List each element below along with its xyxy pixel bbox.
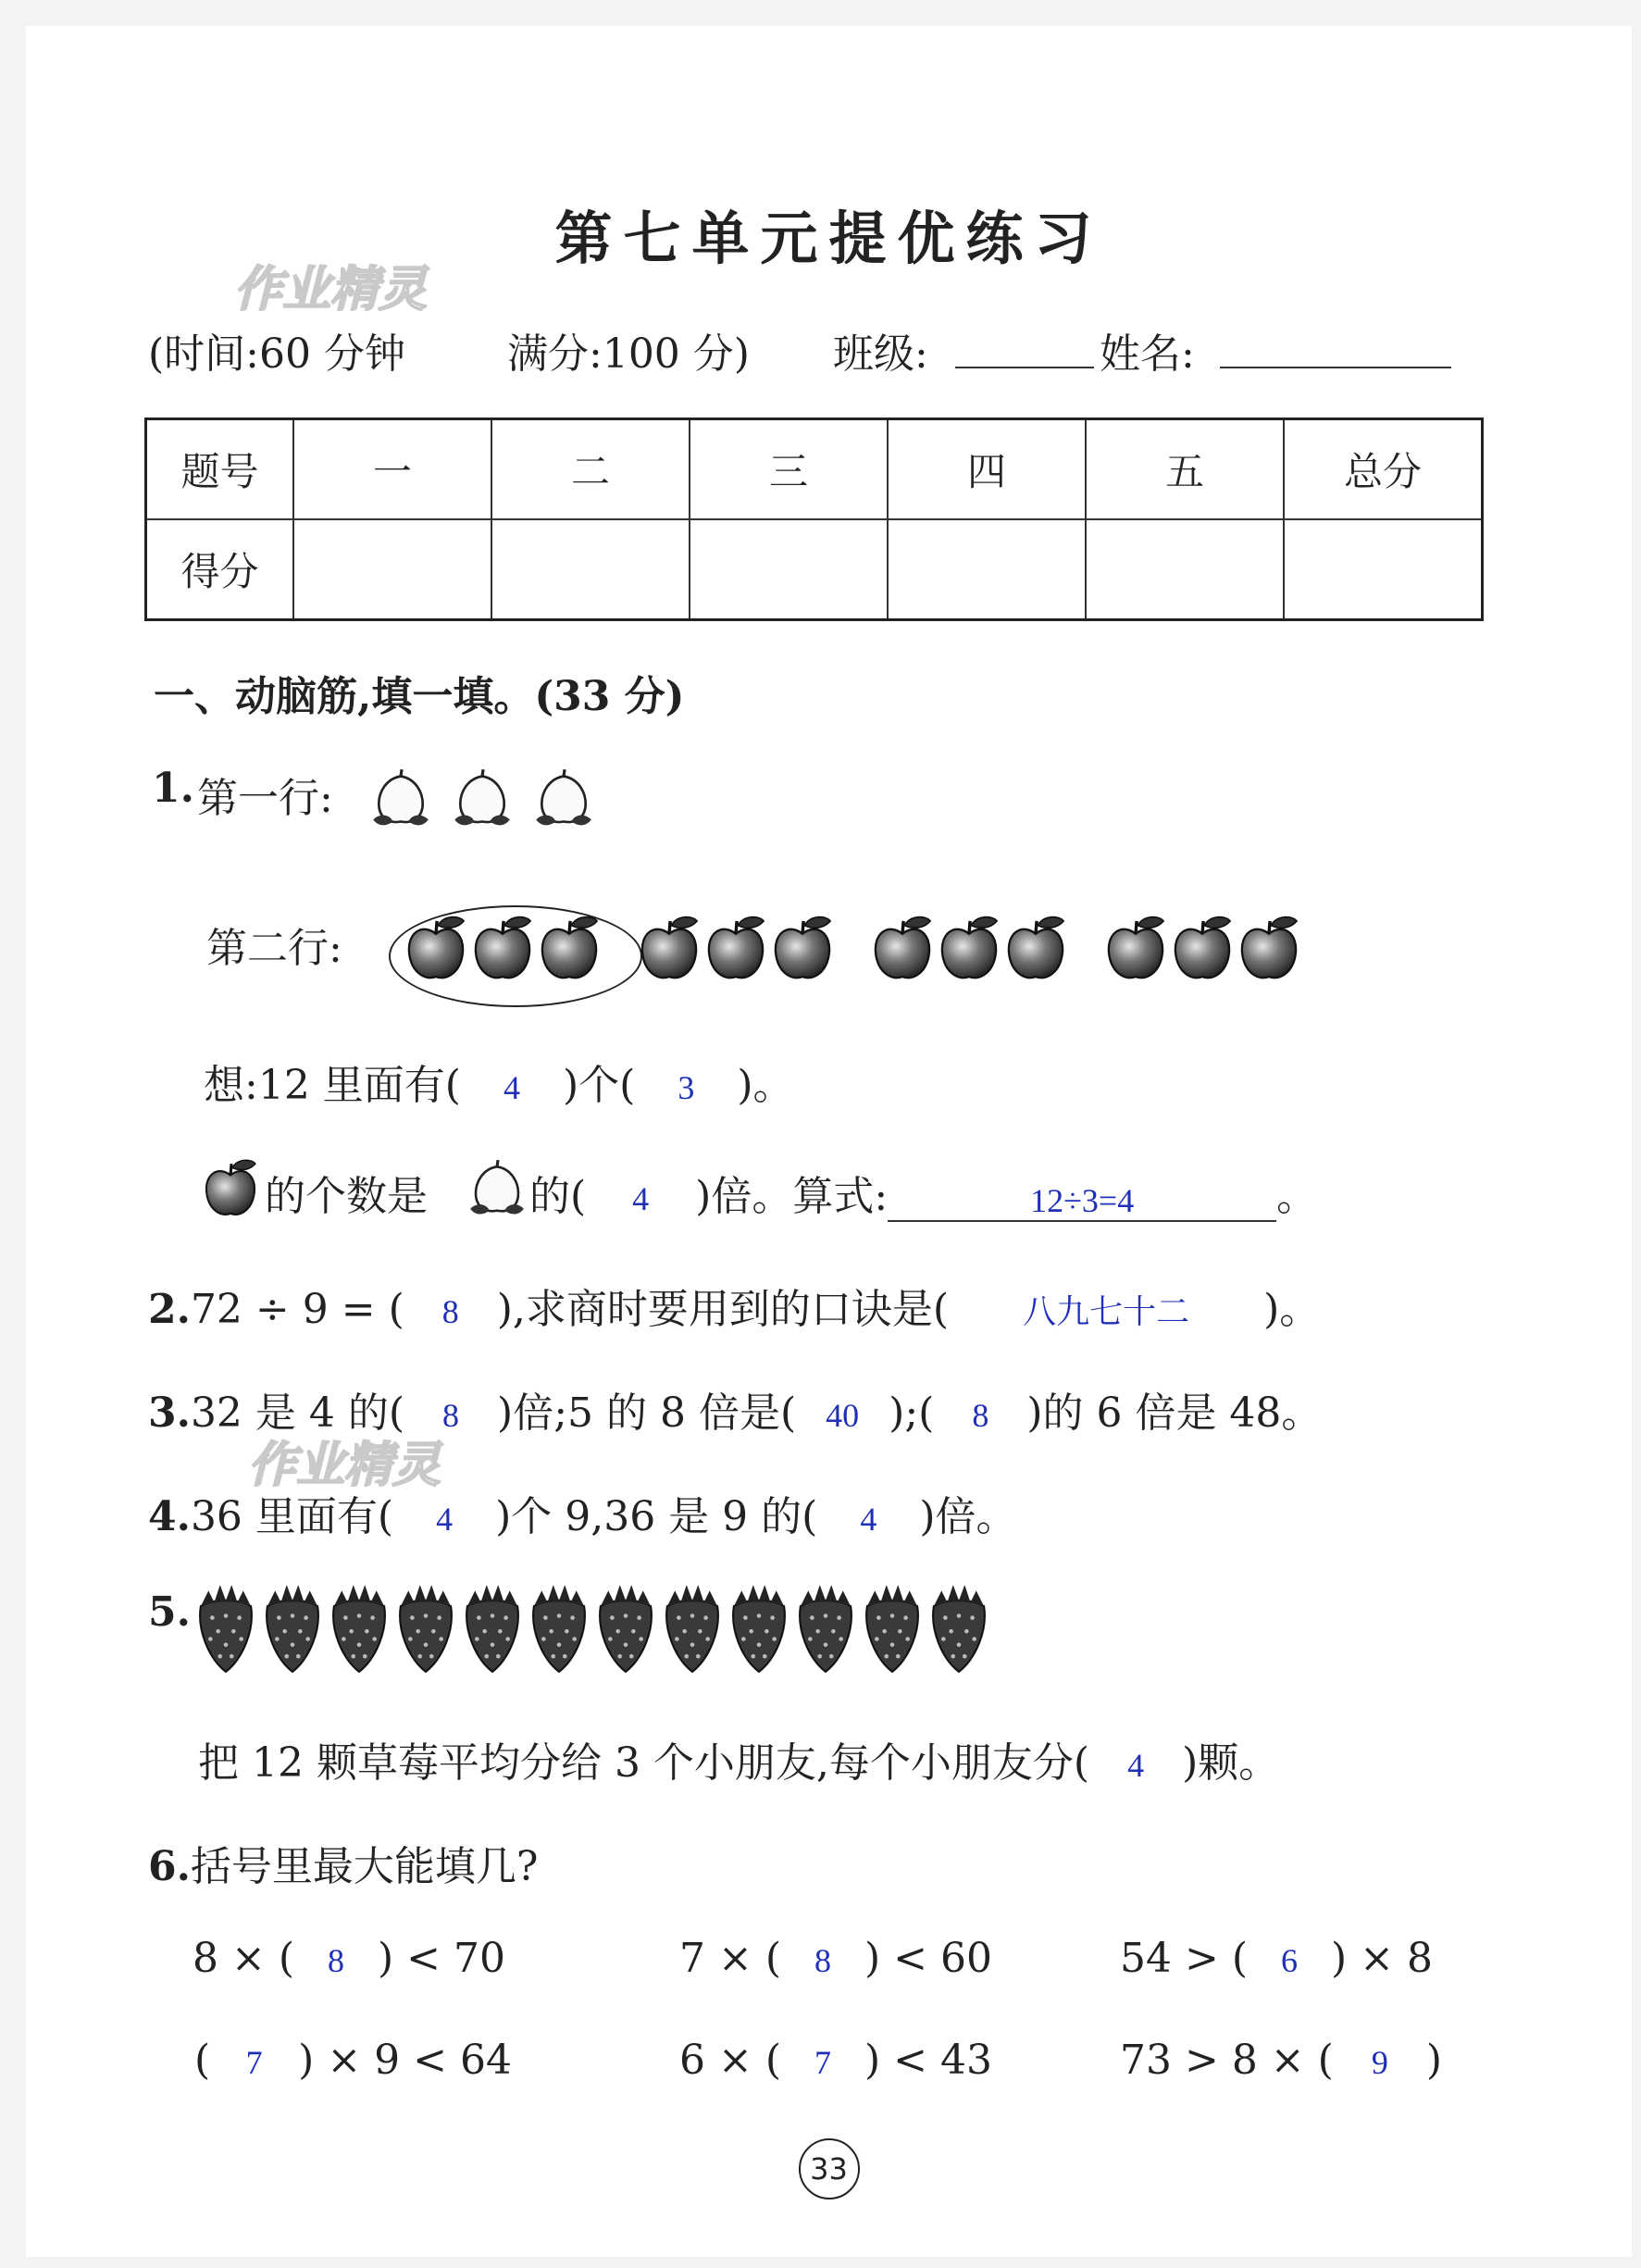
eq-text: 54 > ( (1120, 1935, 1248, 1982)
times-text: 的个数是 (265, 1173, 428, 1220)
apple-icon (470, 915, 535, 983)
answer-field[interactable]: 3 (678, 1069, 695, 1106)
question-number: 3. (148, 1389, 191, 1437)
question-number: 1. (152, 765, 194, 812)
think-text: )。 (737, 1062, 794, 1109)
question-text: )个 9,36 是 9 的( (495, 1493, 818, 1540)
question-2 (148, 1276, 1320, 1335)
strawberry-icon (459, 1581, 526, 1674)
question-text: 72 ÷ 9 = ( (190, 1286, 404, 1333)
answer-field[interactable]: 9 (1371, 2044, 1388, 2081)
eq-text: 7 × ( (679, 1935, 781, 1982)
eq-text: ) (1425, 2037, 1442, 2084)
apple-icon (870, 915, 935, 983)
score-cell[interactable] (1284, 519, 1483, 620)
answer-field[interactable]: 8 (442, 1397, 460, 1434)
question-text: 把 12 颗草莓平均分给 3 个小朋友,每个小朋友分( (198, 1739, 1090, 1787)
question-number: 4. (148, 1493, 191, 1540)
times-line (265, 1163, 428, 1222)
apple-icon (202, 1157, 259, 1220)
strawberry-icon (726, 1581, 792, 1674)
inequality (1120, 2037, 1442, 2084)
strawberry-icon (859, 1581, 926, 1674)
think-text: )个( (562, 1062, 636, 1109)
table-cell: 总分 (1284, 419, 1483, 520)
answer-field[interactable]: 4 (860, 1501, 877, 1538)
page-title: 第七单元提优练习 (554, 205, 1103, 272)
score-table (144, 417, 1484, 621)
answer-field[interactable]: 7 (245, 2044, 263, 2081)
times-text: )倍。算式: (695, 1173, 889, 1220)
apple-icon (703, 915, 768, 983)
table-row (146, 519, 1483, 620)
question-3 (148, 1379, 1322, 1439)
strawberry-icon (392, 1581, 459, 1674)
think-text: 想:12 里面有( (204, 1062, 461, 1109)
table-cell: 得分 (146, 519, 294, 620)
eq-text: ) < 43 (864, 2037, 992, 2084)
strawberry-icon (526, 1581, 592, 1674)
answer-field[interactable]: 7 (814, 2044, 831, 2081)
strawberry-icon (926, 1581, 992, 1674)
apple-icon (770, 915, 835, 983)
apple-icon (1170, 915, 1235, 983)
strawberry-icon (326, 1581, 392, 1674)
question-number: 6. (148, 1843, 191, 1890)
row2-label: 第二行: (206, 925, 342, 972)
strawberry-icon (792, 1581, 859, 1674)
eq-text: 73 > 8 × ( (1120, 2037, 1334, 2084)
question-text: 32 是 4 的( (190, 1389, 405, 1437)
question-6 (148, 1833, 539, 1892)
inequality (194, 2037, 512, 2084)
apple-icon (537, 915, 602, 983)
question-number: 5. (148, 1589, 191, 1636)
class-label: 班级: (833, 330, 928, 378)
answer-field[interactable]: 4 (503, 1069, 520, 1106)
pear-icon (468, 1157, 526, 1218)
inequality (679, 2037, 992, 2084)
apple-icon (1237, 915, 1301, 983)
pear-icon (452, 766, 513, 829)
score-cell[interactable] (293, 519, 491, 620)
answer-field[interactable]: 8 (441, 1293, 459, 1330)
answer-field[interactable]: 8 (972, 1397, 989, 1434)
inequality (1120, 1935, 1433, 1982)
section-title: 一、动脑筋,填一填。(33 分) (154, 673, 685, 720)
formula-field[interactable]: 12÷3=4 (888, 1181, 1276, 1222)
eq-text: ) < 60 (864, 1935, 992, 1982)
page-number-badge: 33 (799, 2138, 860, 2199)
answer-field[interactable]: 4 (436, 1501, 454, 1538)
watermark: 作业精灵 (248, 1438, 441, 1493)
question-text: );( (889, 1389, 935, 1437)
pear-icon (533, 766, 594, 829)
table-cell: 题号 (146, 419, 294, 520)
question-text: )颗。 (1182, 1739, 1280, 1787)
name-blank[interactable] (1220, 367, 1451, 368)
strawberry-icon (659, 1581, 726, 1674)
answer-field[interactable]: 8 (814, 1942, 831, 1979)
score-cell[interactable] (1086, 519, 1284, 620)
worksheet-page (26, 26, 1632, 2257)
question-5-text (198, 1729, 1279, 1788)
inequality (679, 1935, 992, 1982)
times-text: 的( (529, 1173, 587, 1220)
question-text: )的 6 倍是 48。 (1026, 1389, 1323, 1437)
eq-text: ( (194, 2037, 211, 2084)
answer-field[interactable]: 4 (1127, 1747, 1145, 1784)
think-line (204, 1052, 793, 1111)
apple-icon (404, 915, 468, 983)
table-cell: 二 (491, 419, 690, 520)
score-cell[interactable] (690, 519, 888, 620)
answer-field[interactable]: 4 (632, 1180, 650, 1217)
question-4 (148, 1483, 1017, 1542)
apple-icon (937, 915, 1001, 983)
watermark: 作业精灵 (234, 262, 428, 318)
answer-field[interactable]: 8 (328, 1942, 344, 1979)
question-text: )。 (1263, 1286, 1321, 1333)
score-cell[interactable] (491, 519, 690, 620)
answer-field[interactable]: 40 (826, 1397, 860, 1434)
table-row (146, 419, 1483, 520)
strawberry-icon (193, 1581, 259, 1674)
row1-label: 第一行: (197, 775, 333, 822)
question-text: ),求商时要用到的口诀是( (496, 1286, 950, 1333)
score-cell[interactable] (888, 519, 1086, 620)
question-text: )倍。 (919, 1493, 1017, 1540)
pear-icon (370, 766, 431, 829)
eq-text: ) < 70 (378, 1935, 505, 1982)
question-number: 2. (148, 1286, 191, 1333)
time-label: (时间:60 分钟 (148, 330, 405, 378)
question-text: 括号里最大能填几? (190, 1843, 539, 1890)
answer-field[interactable]: 6 (1281, 1942, 1298, 1979)
times-text: 。 (1276, 1173, 1318, 1220)
table-cell: 一 (293, 419, 491, 520)
eq-text: 6 × ( (679, 2037, 781, 2084)
eq-text: ) × 9 < 64 (298, 2037, 512, 2084)
apple-icon (1003, 915, 1068, 983)
strawberry-icon (259, 1581, 326, 1674)
apple-icon (637, 915, 702, 983)
apple-icon (1103, 915, 1168, 983)
class-blank[interactable] (955, 367, 1094, 368)
name-label: 姓名: (1100, 330, 1195, 378)
strawberry-icon (592, 1581, 659, 1674)
table-cell: 五 (1086, 419, 1284, 520)
eq-text: 8 × ( (193, 1935, 294, 1982)
answer-field[interactable]: 八九七十二 (1023, 1293, 1190, 1330)
page-number (26, 2138, 1632, 2199)
question-text: )倍;5 的 8 倍是( (497, 1389, 797, 1437)
table-cell: 四 (888, 419, 1086, 520)
question-text: 36 里面有( (190, 1493, 394, 1540)
inequality (193, 1935, 505, 1982)
times-line-2 (529, 1163, 1317, 1222)
score-label: 满分:100 分) (507, 330, 750, 378)
eq-text: ) × 8 (1331, 1935, 1433, 1982)
table-cell: 三 (690, 419, 888, 520)
